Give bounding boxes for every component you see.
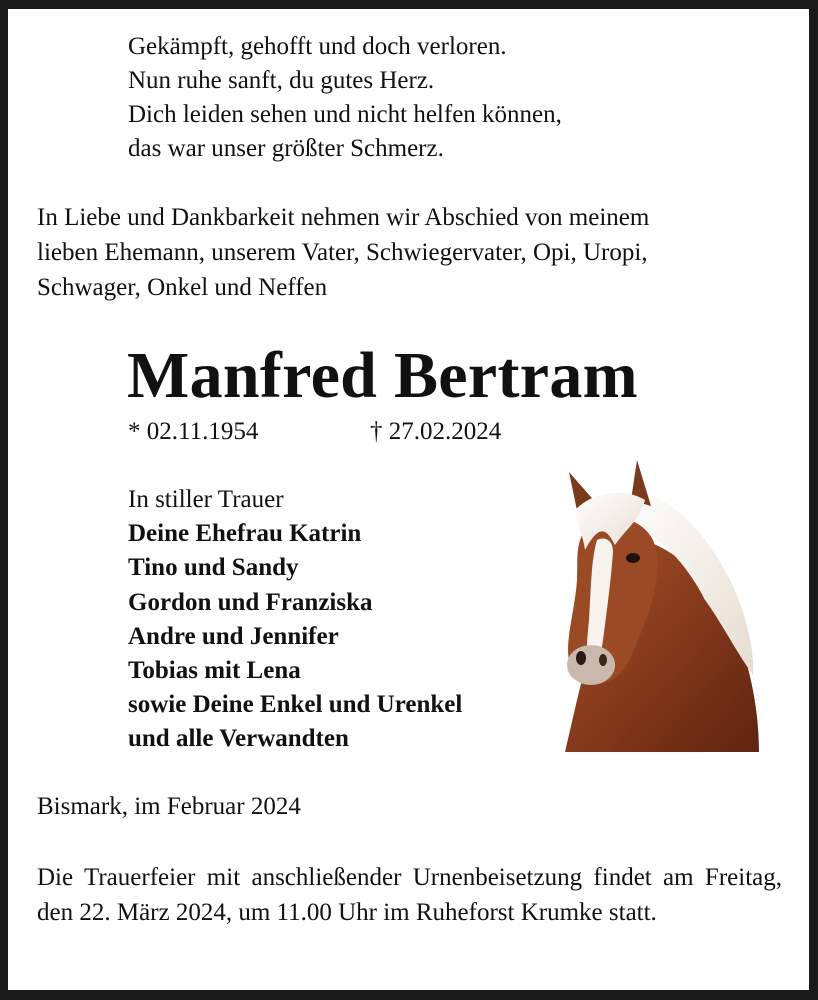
mourner-name: und alle Verwandten [128,725,349,753]
poem-line: Dich leiden sehen und nicht helfen können, [128,101,562,128]
intro-line: Schwager, Onkel und Neffen [37,274,328,301]
poem-line: Nun ruhe sanft, du gutes Herz. [128,67,435,94]
deceased-name: Manfred Bertram [127,339,638,412]
birth-date: * 02.11.1954 [128,418,259,445]
intro-line: lieben Ehemann, unserem Vater, Schwiegervater, Opi, Uropi, [37,239,648,266]
mourner-name: Deine Ehefrau Katrin [128,520,362,548]
horse-portrait-image [545,460,763,752]
mourners-heading: In stiller Trauer [128,486,284,513]
farewell-intro [37,200,782,305]
mourners-block [128,483,462,757]
memorial-poem [128,30,562,166]
place-and-date: Bismark, im Februar 2024 [37,793,301,820]
funeral-notice: Die Trauerfeier mit anschließender Urnenbeisetzung findet am Freitag, den 22. März 2024, um 11.00 Uhr im Ruheforst Krumke statt. [37,864,782,926]
mourner-name: sowie Deine Enkel und Urenkel [128,691,463,719]
mourner-name: Gordon und Franziska [128,588,373,616]
mourner-name: Tobias mit Lena [128,657,301,685]
poem-line: das war unser größter Schmerz. [128,135,444,162]
mourner-name: Tino und Sandy [128,554,299,582]
mourner-name: Andre und Jennifer [128,622,339,650]
poem-line: Gekämpft, gehofft und doch verloren. [128,33,507,60]
intro-line: In Liebe und Dankbarkeit nehmen wir Abschied von meinem [37,204,650,231]
death-date: † 27.02.2024 [370,418,502,445]
